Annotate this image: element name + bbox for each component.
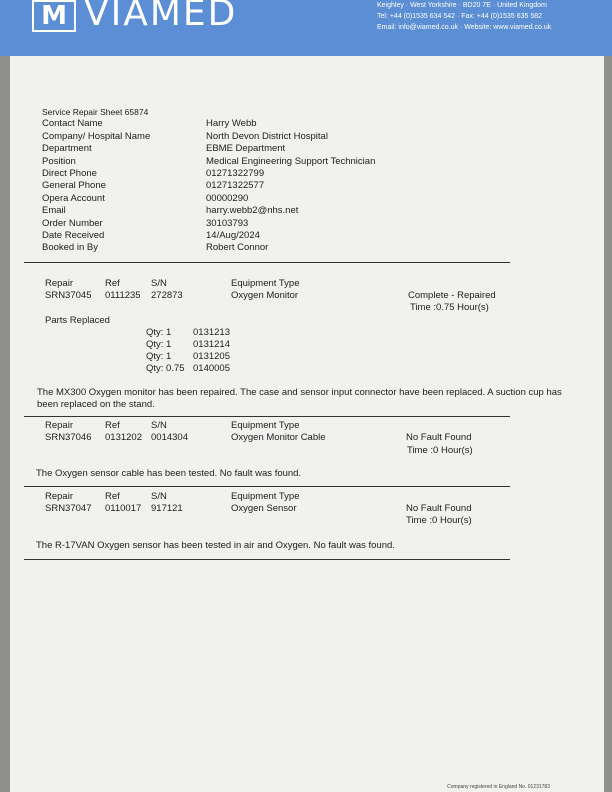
part-qty: Qty: 1: [146, 351, 172, 362]
repair-ref: 0111235: [105, 290, 141, 301]
field-label: Direct Phone: [42, 168, 97, 179]
field-label: Opera Account: [42, 193, 105, 204]
field-value: Robert Connor: [206, 242, 269, 253]
repair-time: Time :0 Hour(s): [406, 515, 472, 526]
repair-note: The MX300 Oxygen monitor has been repaired. The case and sensor input connector have been replaced. A suction cup has been replaced on the stand.: [37, 387, 562, 410]
field-value: North Devon District Hospital: [206, 131, 328, 142]
field-label: Date Received: [42, 230, 105, 241]
letterhead-phone: Tel: +44 (0)1535 634 542 · Fax: +44 (0)1535 635 582: [377, 13, 543, 20]
repair-header: Repair: [45, 491, 73, 502]
logo-text: VIAMED: [84, 0, 238, 34]
repair-number: SRN37045: [45, 290, 92, 301]
repair-header: Repair: [45, 420, 73, 431]
section-divider: [24, 416, 510, 417]
company-registration: Company registered in England No. 01231783: [447, 784, 550, 790]
letterhead: [0, 0, 612, 56]
field-value: 14/Aug/2024: [206, 230, 260, 241]
repair-note: The Oxygen sensor cable has been tested. No fault was found.: [36, 468, 302, 479]
field-label: Company/ Hospital Name: [42, 131, 151, 142]
equipment-type: Oxygen Monitor: [231, 290, 299, 301]
field-value: 30103793: [206, 218, 249, 229]
equipment-header: Equipment Type: [231, 278, 300, 289]
repair-time: Time :0.75 Hour(s): [410, 302, 489, 313]
sheet-title: Service Repair Sheet 65874: [42, 107, 149, 117]
sn-header: S/N: [151, 278, 167, 289]
field-label: Booked in By: [42, 242, 98, 253]
field-value: Harry Webb: [206, 118, 257, 129]
document-page: [10, 56, 604, 792]
letterhead-email: Email: info@viamed.co.uk · Website: www.viamed.co.uk: [377, 24, 552, 31]
repair-header: Repair: [45, 278, 73, 289]
letterhead-address: Keighley · West Yorkshire · BD20 7E · United Kingdom: [377, 2, 547, 9]
section-divider: [24, 262, 510, 263]
ref-header: Ref: [105, 278, 120, 289]
ref-header: Ref: [105, 420, 120, 431]
equipment-header: Equipment Type: [231, 420, 300, 431]
part-code: 0140005: [193, 363, 230, 374]
repair-status: Complete - Repaired: [408, 290, 496, 301]
repair-sn: 272873: [151, 290, 183, 301]
field-value: 01271322799: [206, 168, 265, 179]
part-qty: Qty: 1: [146, 339, 172, 350]
repair-status: No Fault Found: [406, 503, 472, 514]
equipment-type: Oxygen Sensor: [231, 503, 297, 514]
repair-time: Time :0 Hour(s): [407, 445, 473, 456]
repair-ref: 0131202: [105, 432, 142, 443]
field-label: Order Number: [42, 218, 103, 229]
logo-mark: M: [32, 0, 76, 32]
parts-replaced-label: Parts Replaced: [45, 315, 110, 326]
equipment-header: Equipment Type: [231, 491, 300, 502]
field-label: Department: [42, 143, 92, 154]
equipment-type: Oxygen Monitor Cable: [231, 432, 326, 443]
repair-note: The R-17VAN Oxygen sensor has been tested in air and Oxygen. No fault was found.: [36, 540, 395, 551]
field-value: 01271322577: [206, 180, 265, 191]
section-divider: [24, 486, 510, 487]
repair-ref: 0110017: [105, 503, 142, 514]
part-qty: Qty: 0.75: [146, 363, 185, 374]
repair-status: No Fault Found: [406, 432, 472, 443]
field-label: General Phone: [42, 180, 106, 191]
repair-number: SRN37046: [45, 432, 92, 443]
field-label: Contact Name: [42, 118, 103, 129]
section-divider: [24, 559, 510, 560]
field-value: EBME Department: [206, 143, 286, 154]
part-qty: Qty: 1: [146, 327, 172, 338]
part-code: 0131213: [193, 327, 230, 338]
letterhead-contact: [377, 0, 551, 33]
repair-number: SRN37047: [45, 503, 92, 514]
field-value: 00000290: [206, 193, 249, 204]
repair-sn: 0014304: [151, 432, 188, 443]
field-value: Medical Engineering Support Technician: [206, 156, 376, 167]
ref-header: Ref: [105, 491, 120, 502]
part-code: 0131205: [193, 351, 230, 362]
part-code: 0131214: [193, 339, 230, 350]
sn-header: S/N: [151, 420, 167, 431]
field-label: Position: [42, 156, 76, 167]
repair-sn: 917121: [151, 503, 183, 514]
sn-header: S/N: [151, 491, 167, 502]
field-label: Email: [42, 205, 66, 216]
field-value: harry.webb2@nhs.net: [206, 205, 299, 216]
